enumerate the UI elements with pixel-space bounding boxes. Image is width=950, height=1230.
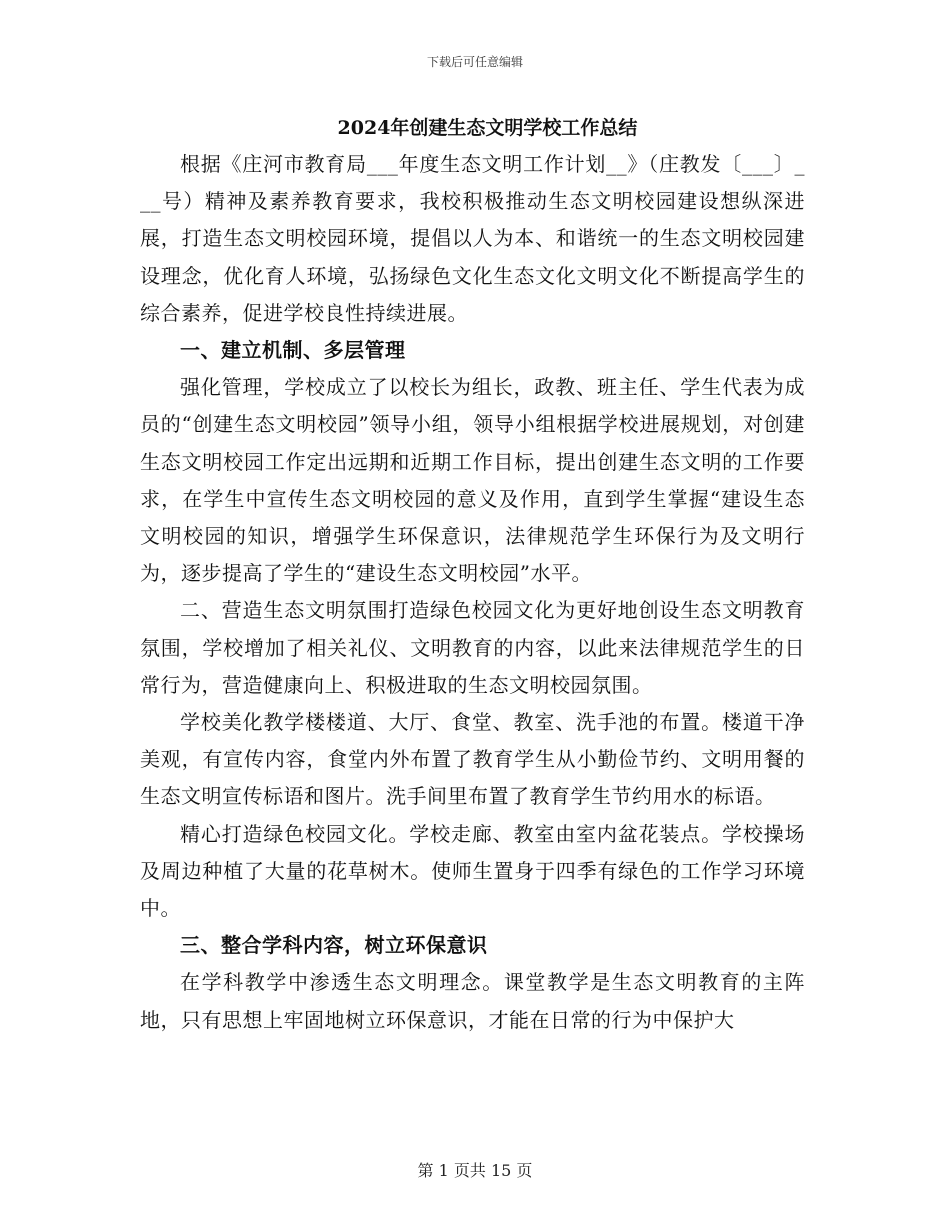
paragraph-management: 强化管理，学校成立了以校长为组长，政教、班主任、学生代表为成员的“创建生态文明校园”领导小组，领导小组根据学校进展规划，对创建生态文明校园工作定出远期和近期工作目标，提出创建生态文明的工作要求，在学生中宣传生态文明校园的意义及作用，直到学生掌握“建设生态文明校园的知识，增强学生环保意识，法律规范学生环保行为及文明行为，逐步提高了学生的“建设生态文明校园”水平。: [140, 375, 805, 586]
page-header-note: 下载后可任意编辑: [426, 55, 523, 69]
paragraph-atmosphere: 二、营造生态文明氛围打造绿色校园文化为更好地创设生态文明教育氛围，学校增加了相关礼仪、文明教育的内容，以此来法律规范学生的日常行为，营造健康向上、积极进取的生态文明校园氛围。: [140, 598, 805, 697]
paragraph-intro: 根据《庄河市教育局___年度生态文明工作计划__》（庄教发〔___〕___号）精神及素养教育要求，我校积极推动生态文明校园建设想纵深进展，打造生态文明校园环境，提倡以人为本、和谐统一的生态文明校园建设理念，优化育人环境，弘扬绿色文化生态文化文明文化不断提高学生的综合素养，促进学校良性持续进展。: [140, 152, 805, 325]
paragraph-beautify: 学校美化教学楼楼道、大厅、食堂、教室、洗手池的布置。楼道干净美观，有宣传内容，食堂内外布置了教育学生从小勤俭节约、文明用餐的生态文明宣传标语和图片。洗手间里布置了教育学生节约用水的标语。: [140, 710, 805, 809]
document-body: [140, 110, 805, 1039]
section-heading-3: 三、整合学科内容，树立环保意识: [180, 933, 488, 958]
paragraph-green-culture: 精心打造绿色校园文化。学校走廊、教室由室内盆花装点。学校操场及周边种植了大量的花草树木。使师生置身于四季有绿色的工作学习环境中。: [140, 821, 805, 921]
page-number: 第 1 页共 15 页: [417, 1161, 533, 1180]
paragraph-teaching: 在学科教学中渗透生态文明理念。课堂教学是生态文明教育的主阵地，只有思想上牢固地树立环保意识，才能在日常的行为中保护大: [140, 970, 805, 1032]
section-heading-1: 一、建立机制、多层管理: [180, 338, 406, 363]
document-title: 2024年创建生态文明学校工作总结: [337, 117, 638, 139]
